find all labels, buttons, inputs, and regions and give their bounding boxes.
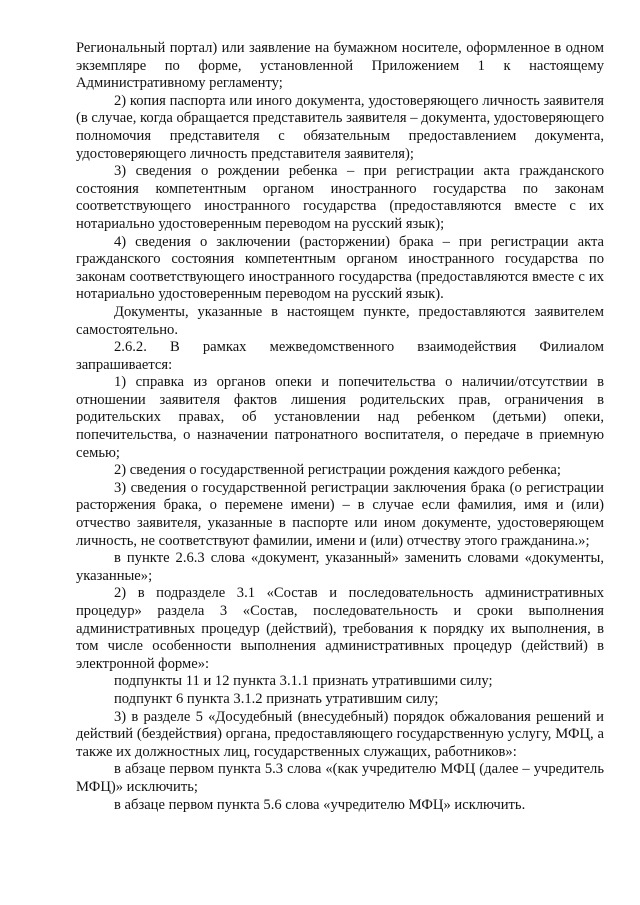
- paragraph-16: в абзаце первом пункта 5.6 слова «учредителю МФЦ» исключить.: [114, 796, 526, 813]
- paragraph-12: подпункты 11 и 12 пункта 3.1.1 признать утратившими силу;: [114, 673, 493, 690]
- paragraph-4: 4) сведения о заключении (расторжении) брака – при регистрации акта гражданского состояния компетентным органом иностранного государства по законам соответствующего иностранного государства (предоставляются вместе с их нотариально удостоверенным переводом на русский язык).: [76, 233, 604, 303]
- paragraph-6: 2.6.2. В рамках межведомственного взаимодействия Филиалом запрашивается:: [76, 339, 604, 373]
- paragraph-15: в абзаце первом пункта 5.3 слова «(как учредителю МФЦ (далее – учредитель МФЦ)» исключить;: [76, 761, 604, 795]
- paragraph-3: 3) сведения о рождении ребенка – при регистрации акта гражданского состояния компетентным органом иностранного государства по законам соответствующего иностранного государства (предоставляются вместе с их нотариально удостоверенным переводом на русский язык);: [76, 163, 604, 232]
- document-page: [76, 40, 604, 814]
- paragraph-14: 3) в разделе 5 «Досудебный (внесудебный) порядок обжалования решений и действий (бездействия) органа, предоставляющего государственную услугу, МФЦ, а также их должностных лиц, государственных служащих, работников»:: [76, 708, 604, 760]
- paragraph-8: 2) сведения о государственной регистрации рождения каждого ребенка;: [114, 462, 561, 479]
- paragraph-5: Документы, указанные в настоящем пункте, предоставляются заявителем самостоятельно.: [76, 303, 604, 338]
- paragraph-7: 1) справка из органов опеки и попечительства о наличии/отсутствии в отношении заявителя фактов лишения родительских прав, ограничения в родительских правах, об установлении над ребенком (детьми) опеки, попечительства, о назначении патронатного воспитателя, о передаче в приемную семью;: [76, 374, 604, 461]
- paragraph-13: подпункт 6 пункта 3.1.2 признать утратившим силу;: [114, 690, 439, 707]
- paragraph-11: 2) в подразделе 3.1 «Состав и последовательность административных процедур» раздела 3 «Состав, последовательность и сроки выполнения административных процедур (действий), требования к порядку их выполнения, в том числе особенности выполнения административных процедур (действий) в электронной форме»:: [76, 585, 604, 672]
- paragraph-10: в пункте 2.6.3 слова «документ, указанный» заменить словами «документы, указанные»;: [76, 550, 604, 584]
- paragraph-9: 3) сведения о государственной регистрации заключения брака (о регистрации расторжения брака, о перемене имени) – в случае если фамилия, имя и (или) отчество заявителя, указанные в паспорте или ином документе, удостоверяющем личность, не соответствуют фамилии, имени и (или) отчеству этого гражданина.»;: [76, 479, 604, 549]
- paragraph-1: Региональный портал) или заявление на бумажном носителе, оформленное в одном экземпляре по форме, установленной Приложением 1 к настоящему Административному регламенту;: [76, 40, 604, 92]
- paragraph-2: 2) копия паспорта или иного документа, удостоверяющего личность заявителя (в случае, когда обращается представитель заявителя – документа, удостоверяющего полномочия представителя с обязательным предоставлением документа, удостоверяющего личность представителя заявителя);: [76, 92, 604, 162]
